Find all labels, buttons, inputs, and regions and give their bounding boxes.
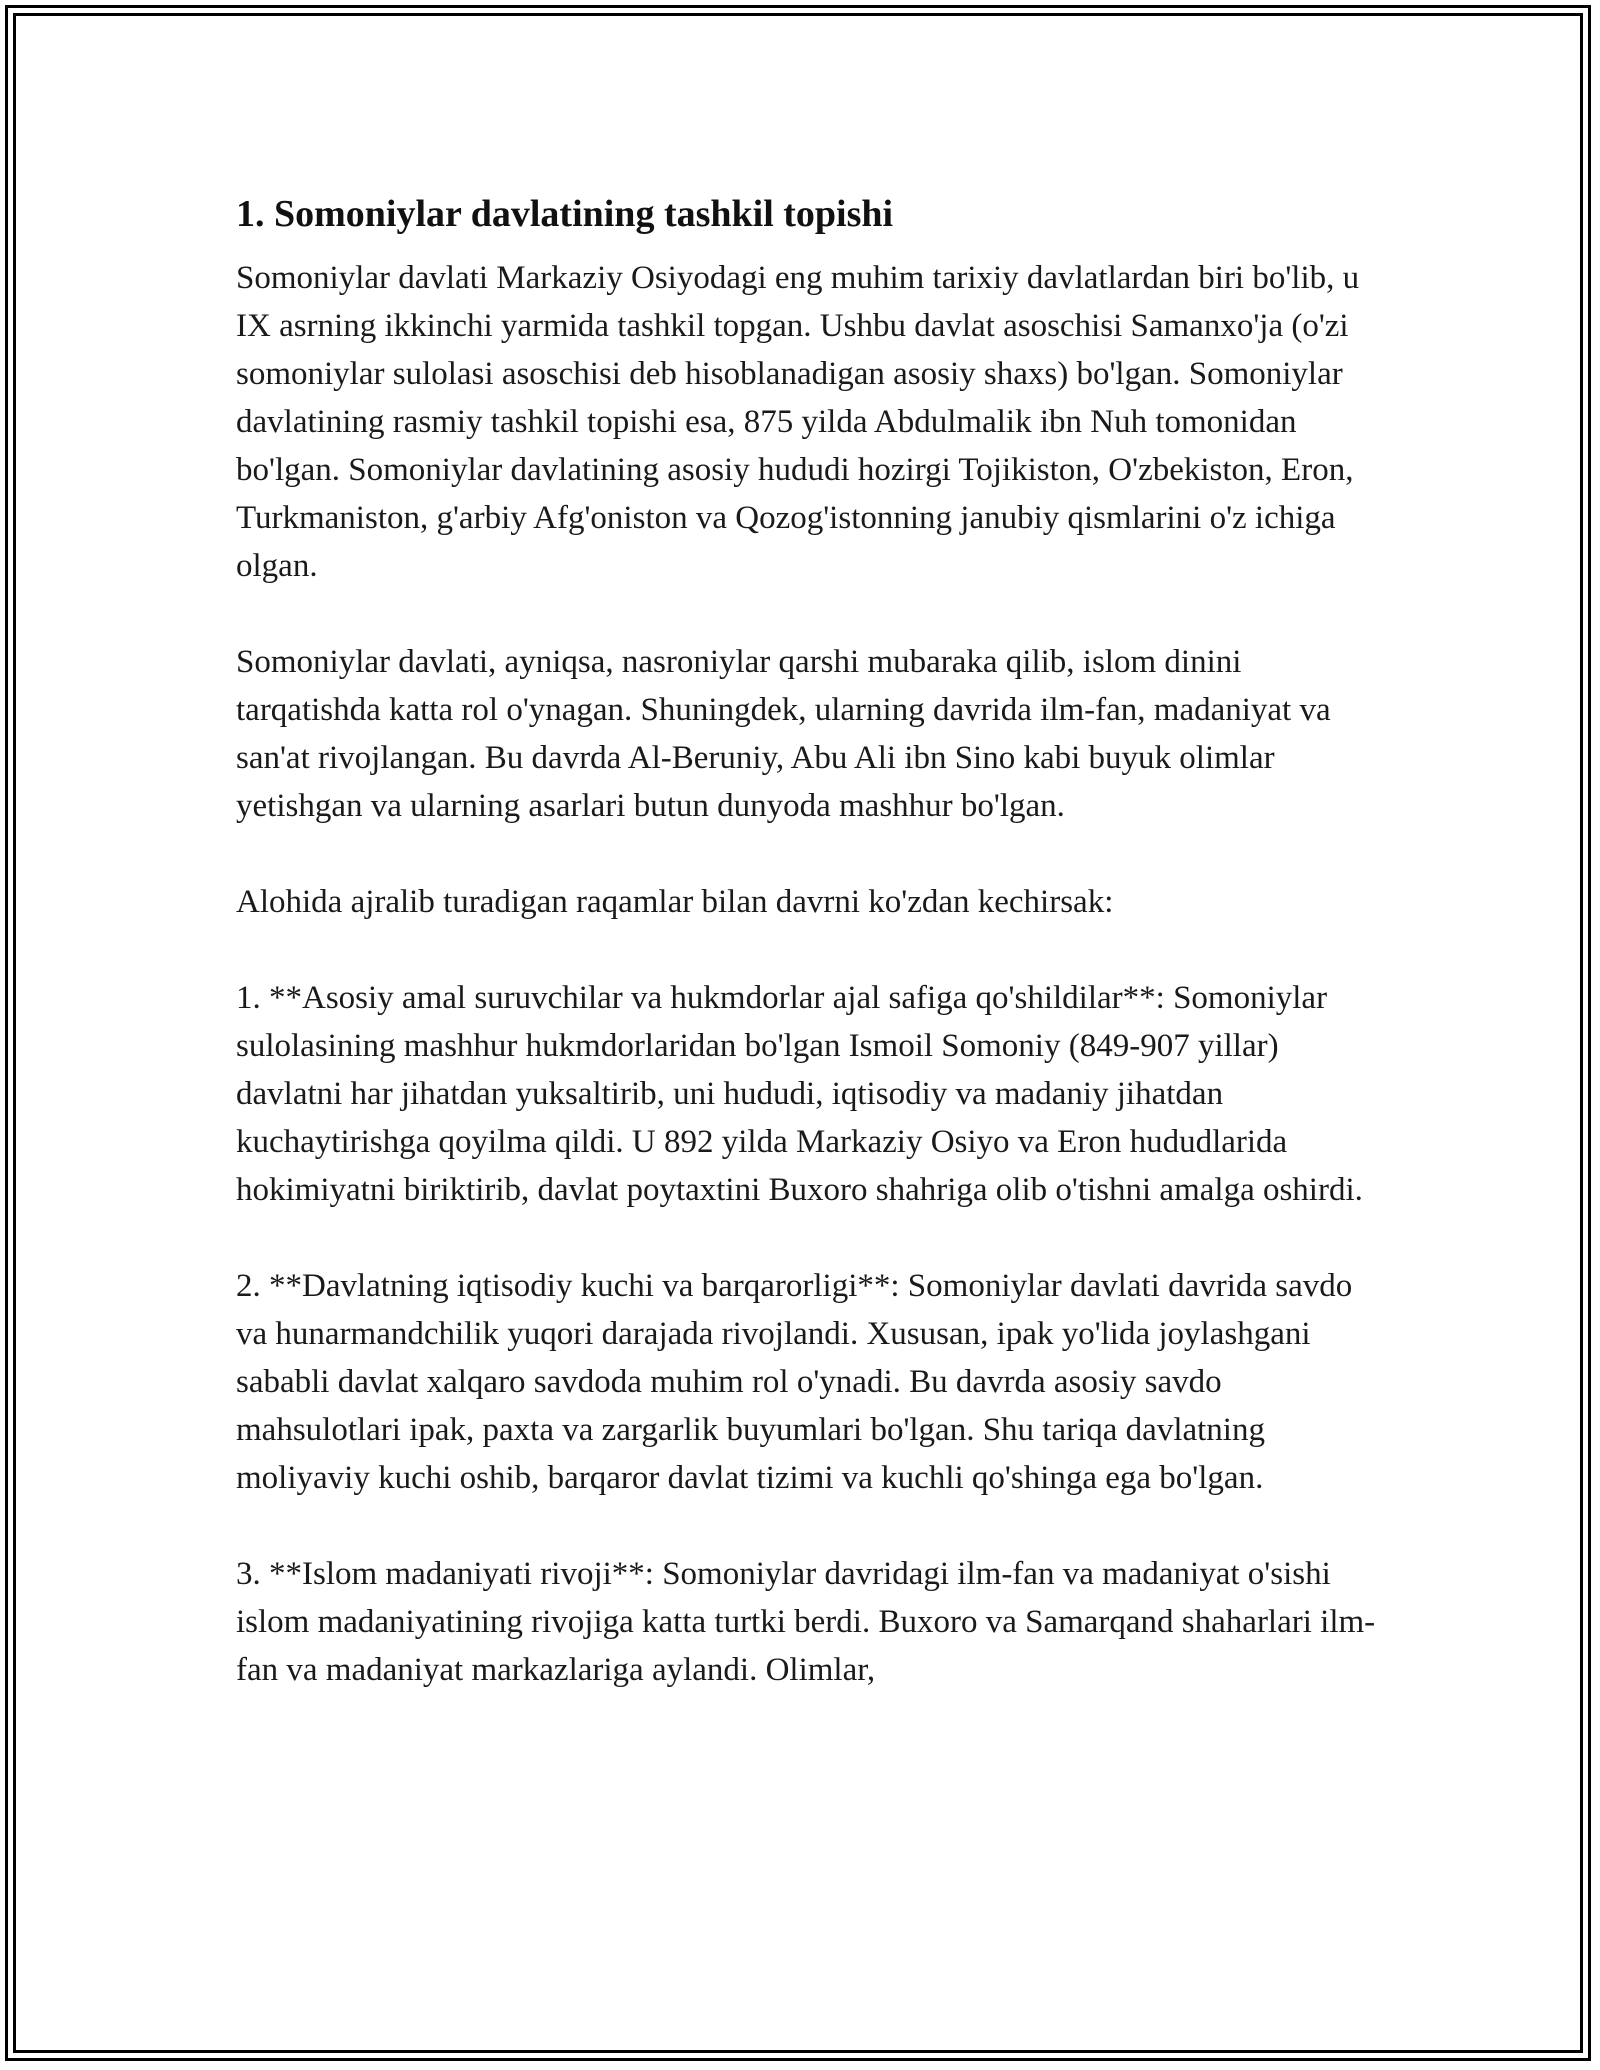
section-heading: 1. Somoniylar davlatining tashkil topishi	[236, 193, 894, 235]
paragraph-list-intro: Alohida ajralib turadigan raqamlar bilan davrni ko'zdan kechirsak:	[236, 884, 1114, 920]
list-item-2: 2. **Davlatning iqtisodiy kuchi va barqarorligi**: Somoniylar davlati davrida savdo va hunarmandchilik yuqori darajada rivojlandi. Xususan, ipak yo'lida joylashgani sababli davlat xalqaro savdoda muhim rol o'ynadi. Bu davrda asosiy savdo mahsulotlari ipak, paxta va zargarlik buyumlari bo'lgan. Shu tariqa davlatning moliyaviy kuchi oshib, barqaror davlat tizimi va kuchli qo'shinga ega bo'lgan.	[236, 1268, 1353, 1496]
list-item-3: 3. **Islom madaniyati rivoji**: Somoniylar davridagi ilm-fan va madaniyat o'sishi islom madaniyatining rivojiga katta turtki berdi. Buxoro va Samarqand shaharlari ilm-fan va madaniyat markazlariga aylandi. Olimlar,	[236, 1556, 1376, 1688]
paragraph-culture: Somoniylar davlati, ayniqsa, nasroniylar qarshi mubaraka qilib, islom dinini tarqatishda katta rol o'ynagan. Shuningdek, ularning davrida ilm-fan, madaniyat va san'at rivojlangan. Bu davrda Al-Beruniy, Abu Ali ibn Sino kabi buyuk olimlar yetishgan va ularning asarlari butun dunyoda mashhur bo'lgan.	[236, 644, 1331, 824]
paragraph-intro: Somoniylar davlati Markaziy Osiyodagi eng muhim tarixiy davlatlardan biri bo'lib, u IX asrning ikkinchi yarmida tashkil topgan. Ushbu davlat asoschisi Samanxo'ja (o'zi somoniylar sulolasi asoschisi deb hisoblanadigan asosiy shaxs) bo'lgan. Somoniylar davlatining rasmiy tashkil topishi esa, 875 yilda Abdulmalik ibn Nuh tomonidan bo'lgan. Somoniylar davlatining asosiy hududi hozirgi Tojikiston, O'zbekiston, Eron, Turkmaniston, g'arbiy Afg'oniston va Qozog'istonning janubiy qismlarini o'z ichiga olgan.	[236, 260, 1360, 584]
list-item-1: 1. **Asosiy amal suruvchilar va hukmdorlar ajal safiga qo'shildilar**: Somoniylar sulolasining mashhur hukmdorlaridan bo'lgan Ismoil Somoniy (849-907 yillar) davlatni har jihatdan yuksaltirib, uni hududi, iqtisodiy va madaniy jihatdan kuchaytirishga qoyilma qildi. U 892 yilda Markaziy Osiyo va Eron hududlarida hokimiyatni biriktirib, davlat poytaxtini Buxoro shahriga olib o'tishni amalga oshirdi.	[236, 980, 1363, 1208]
document-body	[236, 182, 1376, 1694]
